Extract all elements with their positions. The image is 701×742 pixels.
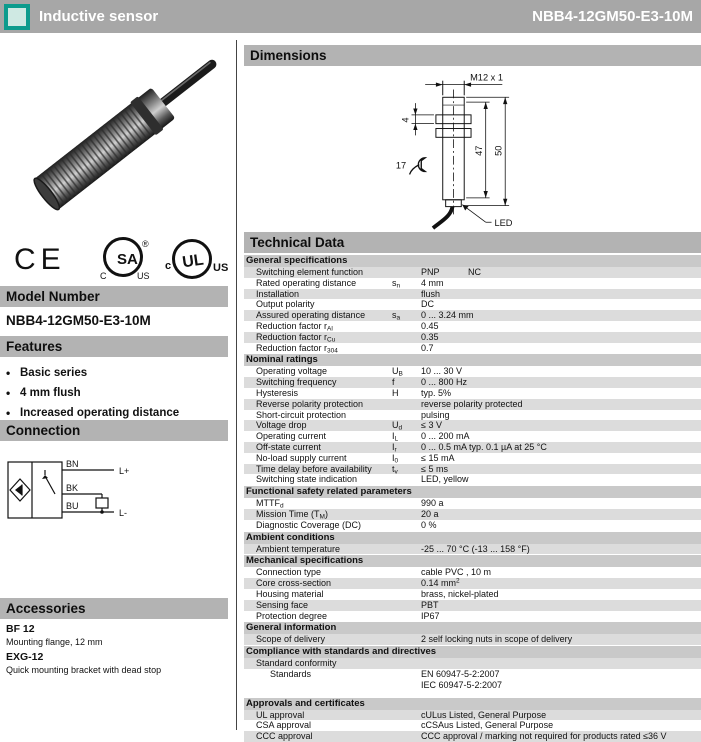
spec-symbol (392, 720, 421, 731)
svg-text:SA: SA (117, 251, 138, 268)
brand-accent-icon (4, 4, 30, 30)
spec-value: 0.7 (421, 342, 434, 353)
spec-value: cULus Listed, General Purpose (421, 709, 547, 720)
spec-row (244, 289, 701, 300)
svg-text:®: ® (142, 239, 149, 249)
spec-section-title: Nominal ratings (244, 354, 701, 366)
svg-text:US: US (137, 271, 150, 281)
spec-value: 0 ... 800 Hz (421, 377, 468, 388)
spec-row (244, 442, 701, 453)
spec-symbol: $I_L$ (392, 431, 399, 443)
spec-value: 0.45 (421, 320, 439, 331)
dim-47-label: 47 (473, 145, 484, 156)
spec-row (244, 366, 701, 377)
spec-section-title: General information (244, 622, 701, 634)
dim-50-label: 50 (492, 145, 503, 156)
spec-label: Reduction factor $r_{Al}$ (256, 320, 333, 333)
spec-value: brass, nickel-plated (421, 588, 499, 599)
dim-thread-label: M12 x 1 (469, 72, 503, 83)
spec-row (244, 399, 701, 410)
spec-label: Ambient temperature (256, 543, 341, 554)
spec-section-title: Functional safety related parameters (244, 486, 701, 498)
spec-section-title: General specifications (244, 255, 701, 267)
spec-row (244, 267, 701, 278)
spec-row (244, 520, 701, 531)
spec-symbol (392, 289, 421, 300)
spec-row (244, 658, 701, 669)
spec-row (244, 611, 701, 622)
spec-symbol (392, 669, 421, 691)
spec-value: DC (421, 299, 434, 310)
spec-label: No-load supply current (256, 452, 347, 463)
dim-wrench-label: 17 (395, 160, 406, 171)
spec-value: ≤ 15 mA (421, 452, 455, 463)
spec-label: Operating current (256, 431, 327, 442)
spec-symbol (392, 498, 421, 509)
spec-label: Hysteresis (256, 387, 299, 398)
features-list (6, 363, 179, 423)
terminal-label-lplus: L+ (119, 466, 130, 476)
svg-text:UL: UL (181, 251, 205, 272)
dimensions-heading: Dimensions (244, 45, 701, 66)
spec-symbol (392, 267, 421, 278)
spec-row (244, 299, 701, 310)
spec-row (244, 310, 701, 321)
spec-label: Housing material (256, 588, 324, 599)
spec-row (244, 332, 701, 343)
spec-label: CCC approval (256, 731, 313, 742)
spec-label: Switching element function (256, 267, 364, 277)
spec-label: Protection degree (256, 610, 328, 621)
spec-row (244, 453, 701, 464)
spec-symbol: f (392, 377, 395, 388)
spec-label: Standards (270, 668, 312, 679)
spec-section-title: Mechanical specifications (244, 555, 701, 567)
spec-symbol (392, 343, 421, 354)
spec-symbol (392, 710, 421, 721)
svg-text:US: US (213, 262, 229, 274)
technical-data-heading: Technical Data (244, 232, 701, 253)
spec-label: Mission Time $(T_M)$ (256, 508, 328, 521)
spec-label: Reduction factor $r_{304}$ (256, 342, 338, 355)
technical-data-table (244, 255, 701, 742)
spec-symbol: $s_a$ (392, 310, 401, 322)
spec-value: cable PVC , 10 m (421, 567, 492, 578)
spec-symbol (392, 509, 421, 520)
spec-value: 10 ... 30 V (421, 366, 463, 377)
spec-row (244, 278, 701, 289)
spec-value: 0.14 $mm^2$ (421, 577, 460, 589)
spec-label: Assured operating distance (256, 310, 366, 321)
accessory-name: BF 12 (6, 623, 35, 635)
spec-row (244, 589, 701, 600)
model-number-value: NBB4-12GM50-E3-10M (6, 313, 151, 328)
spec-label: Diagnostic Coverage (DC) (256, 519, 362, 530)
spec-label: Switching state indication (256, 474, 358, 485)
spec-symbol (392, 578, 421, 589)
spec-row (244, 474, 701, 485)
wiring-diagram (2, 448, 212, 543)
spec-row (244, 388, 701, 399)
feature-item: • 4 mm flush (6, 383, 179, 403)
spec-value: 0 ... 200 mA (421, 431, 470, 442)
spec-value: 0 ... 3.24 mm (421, 310, 474, 321)
spec-symbol: $I_0$ (392, 452, 399, 465)
spec-symbol (392, 634, 421, 645)
page-title: Inductive sensor (39, 8, 159, 25)
spec-value: 990 a (421, 498, 444, 509)
spec-label: Standard conformity (256, 658, 337, 669)
spec-section-title: Compliance with standards and directives (244, 646, 701, 658)
spec-row (244, 410, 701, 421)
spec-label: Reduction factor $r_{Cu}$ (256, 331, 336, 344)
spec-value: 0.35 (421, 331, 439, 342)
spec-value: EN 60947-5-2:2007 IEC 60947-5-2:2007 (421, 668, 503, 690)
accessory-desc: Quick mounting bracket with dead stop (6, 665, 162, 675)
spec-symbol (392, 410, 421, 421)
accessories-heading: Accessories (0, 598, 228, 619)
spec-symbol (392, 299, 421, 310)
accessory-name: EXG-12 (6, 651, 44, 663)
spec-symbol (392, 544, 421, 555)
spec-symbol: $t_v$ (392, 463, 398, 476)
spec-row (244, 600, 701, 611)
spec-symbol: $U_B$ (392, 366, 403, 378)
spec-row (244, 498, 701, 509)
spec-symbol (392, 567, 421, 578)
spec-label: Switching frequency (256, 377, 337, 388)
wire-label-bu: BU (66, 501, 79, 511)
spec-row (244, 710, 701, 721)
spec-row (244, 567, 701, 578)
spec-value: LED, yellow (421, 474, 469, 485)
svg-text:c: c (165, 260, 172, 272)
spec-label: Operating voltage (256, 366, 328, 377)
spec-row (244, 321, 701, 332)
spec-row (244, 431, 701, 442)
spec-row (244, 343, 701, 354)
spec-value: flush (421, 288, 441, 299)
spec-symbol (392, 658, 421, 669)
spec-value: 0 ... 0.5 mA typ. 0.1 µA at 25 °C (421, 441, 547, 452)
spec-label: Reverse polarity protection (256, 398, 364, 409)
spec-value: cCSAus Listed, General Purpose (421, 720, 554, 731)
column-divider (236, 40, 237, 730)
spec-value: 0 % (421, 519, 437, 530)
spec-symbol (392, 332, 421, 343)
spec-value: ≤ 3 V (421, 420, 442, 431)
header-part-number: NBB4-12GM50-E3-10M (532, 8, 693, 25)
model-number-heading: Model Number (0, 286, 228, 307)
sensor-body-photo (30, 48, 225, 213)
spec-row (244, 509, 701, 520)
wrench-icon (409, 158, 425, 175)
spec-label: Core cross-section (256, 578, 332, 589)
spec-label: Off-state current (256, 441, 321, 452)
spec-value: ≤ 5 ms (421, 463, 448, 474)
spec-row (244, 420, 701, 431)
spec-label: Connection type (256, 567, 322, 578)
right-column (244, 33, 701, 742)
spec-value: pulsing (421, 409, 450, 420)
spec-symbol (392, 589, 421, 600)
spec-label: Rated operating distance (256, 277, 357, 288)
csa-mark-icon (100, 239, 150, 282)
spec-label: UL approval (256, 709, 305, 720)
spec-row (244, 720, 701, 731)
feature-item: • Increased operating distance (6, 403, 179, 423)
spec-label: CSA approval (256, 720, 312, 731)
spec-section-title: Ambient conditions (244, 532, 701, 544)
spec-label: Scope of delivery (256, 634, 326, 645)
spec-value: typ. 5% (421, 387, 452, 398)
svg-text:C: C (100, 271, 107, 281)
spec-symbol: $s_n$ (392, 277, 401, 290)
spec-symbol (392, 520, 421, 531)
dim-nut-label: 4 (400, 117, 411, 123)
spec-symbol (392, 611, 421, 622)
led-label: LED (493, 218, 513, 229)
spec-label: Output polarity (256, 299, 315, 310)
dimension-drawing (244, 68, 701, 232)
spec-value: 4 mm (421, 277, 444, 288)
spec-row (244, 634, 701, 645)
spec-label: Installation (256, 288, 300, 299)
spec-value: 20 a (421, 508, 439, 519)
spec-symbol (392, 600, 421, 611)
spec-symbol: $I_r$ (392, 441, 397, 454)
features-heading: Features (0, 336, 228, 357)
spec-row (244, 544, 701, 555)
spec-symbol: H (392, 387, 399, 398)
spec-row (244, 669, 701, 691)
spec-label: Short-circuit protection (256, 409, 347, 420)
spec-value (421, 658, 701, 669)
terminal-label-lminus: L- (119, 508, 128, 518)
feature-item: • Basic series (6, 363, 179, 383)
wire-label-bn: BN (66, 459, 79, 469)
spec-symbol (392, 321, 421, 332)
table-gap (244, 691, 701, 697)
spec-row (244, 731, 701, 742)
spec-value: reverse polarity protected (421, 398, 523, 409)
spec-value: 2 self locking nuts in scope of delivery (421, 634, 573, 645)
spec-label: Voltage drop (256, 420, 307, 431)
page-header (0, 0, 701, 33)
wire-label-bk: BK (66, 483, 79, 493)
spec-symbol: $U_d$ (392, 420, 403, 432)
spec-row (244, 377, 701, 388)
accessories-list (6, 623, 161, 679)
spec-row (244, 464, 701, 475)
spec-label: $MTTF_d$ (256, 498, 284, 510)
certification-marks (0, 233, 228, 281)
product-photo (0, 40, 230, 230)
spec-symbol (392, 474, 421, 485)
connection-heading: Connection (0, 420, 228, 441)
spec-symbol (392, 731, 421, 742)
spec-section-title: Approvals and certificates (244, 698, 701, 710)
ce-mark-icon: CE (14, 243, 66, 276)
spec-value: CCC approval / marking not required for products rated ≤36 V (421, 731, 667, 742)
spec-label: Sensing face (256, 599, 309, 610)
spec-symbol (392, 399, 421, 410)
spec-value: PNP NC (421, 267, 481, 277)
accessory-desc: Mounting flange, 12 mm (6, 637, 103, 647)
spec-value: -25 ... 70 °C (-13 ... 158 °F) (421, 543, 530, 554)
spec-label: Time delay before availability (256, 463, 372, 474)
spec-value: IP67 (421, 610, 440, 621)
spec-value: PBT (421, 599, 439, 610)
ul-mark-icon (165, 241, 228, 278)
spec-row (244, 578, 701, 589)
